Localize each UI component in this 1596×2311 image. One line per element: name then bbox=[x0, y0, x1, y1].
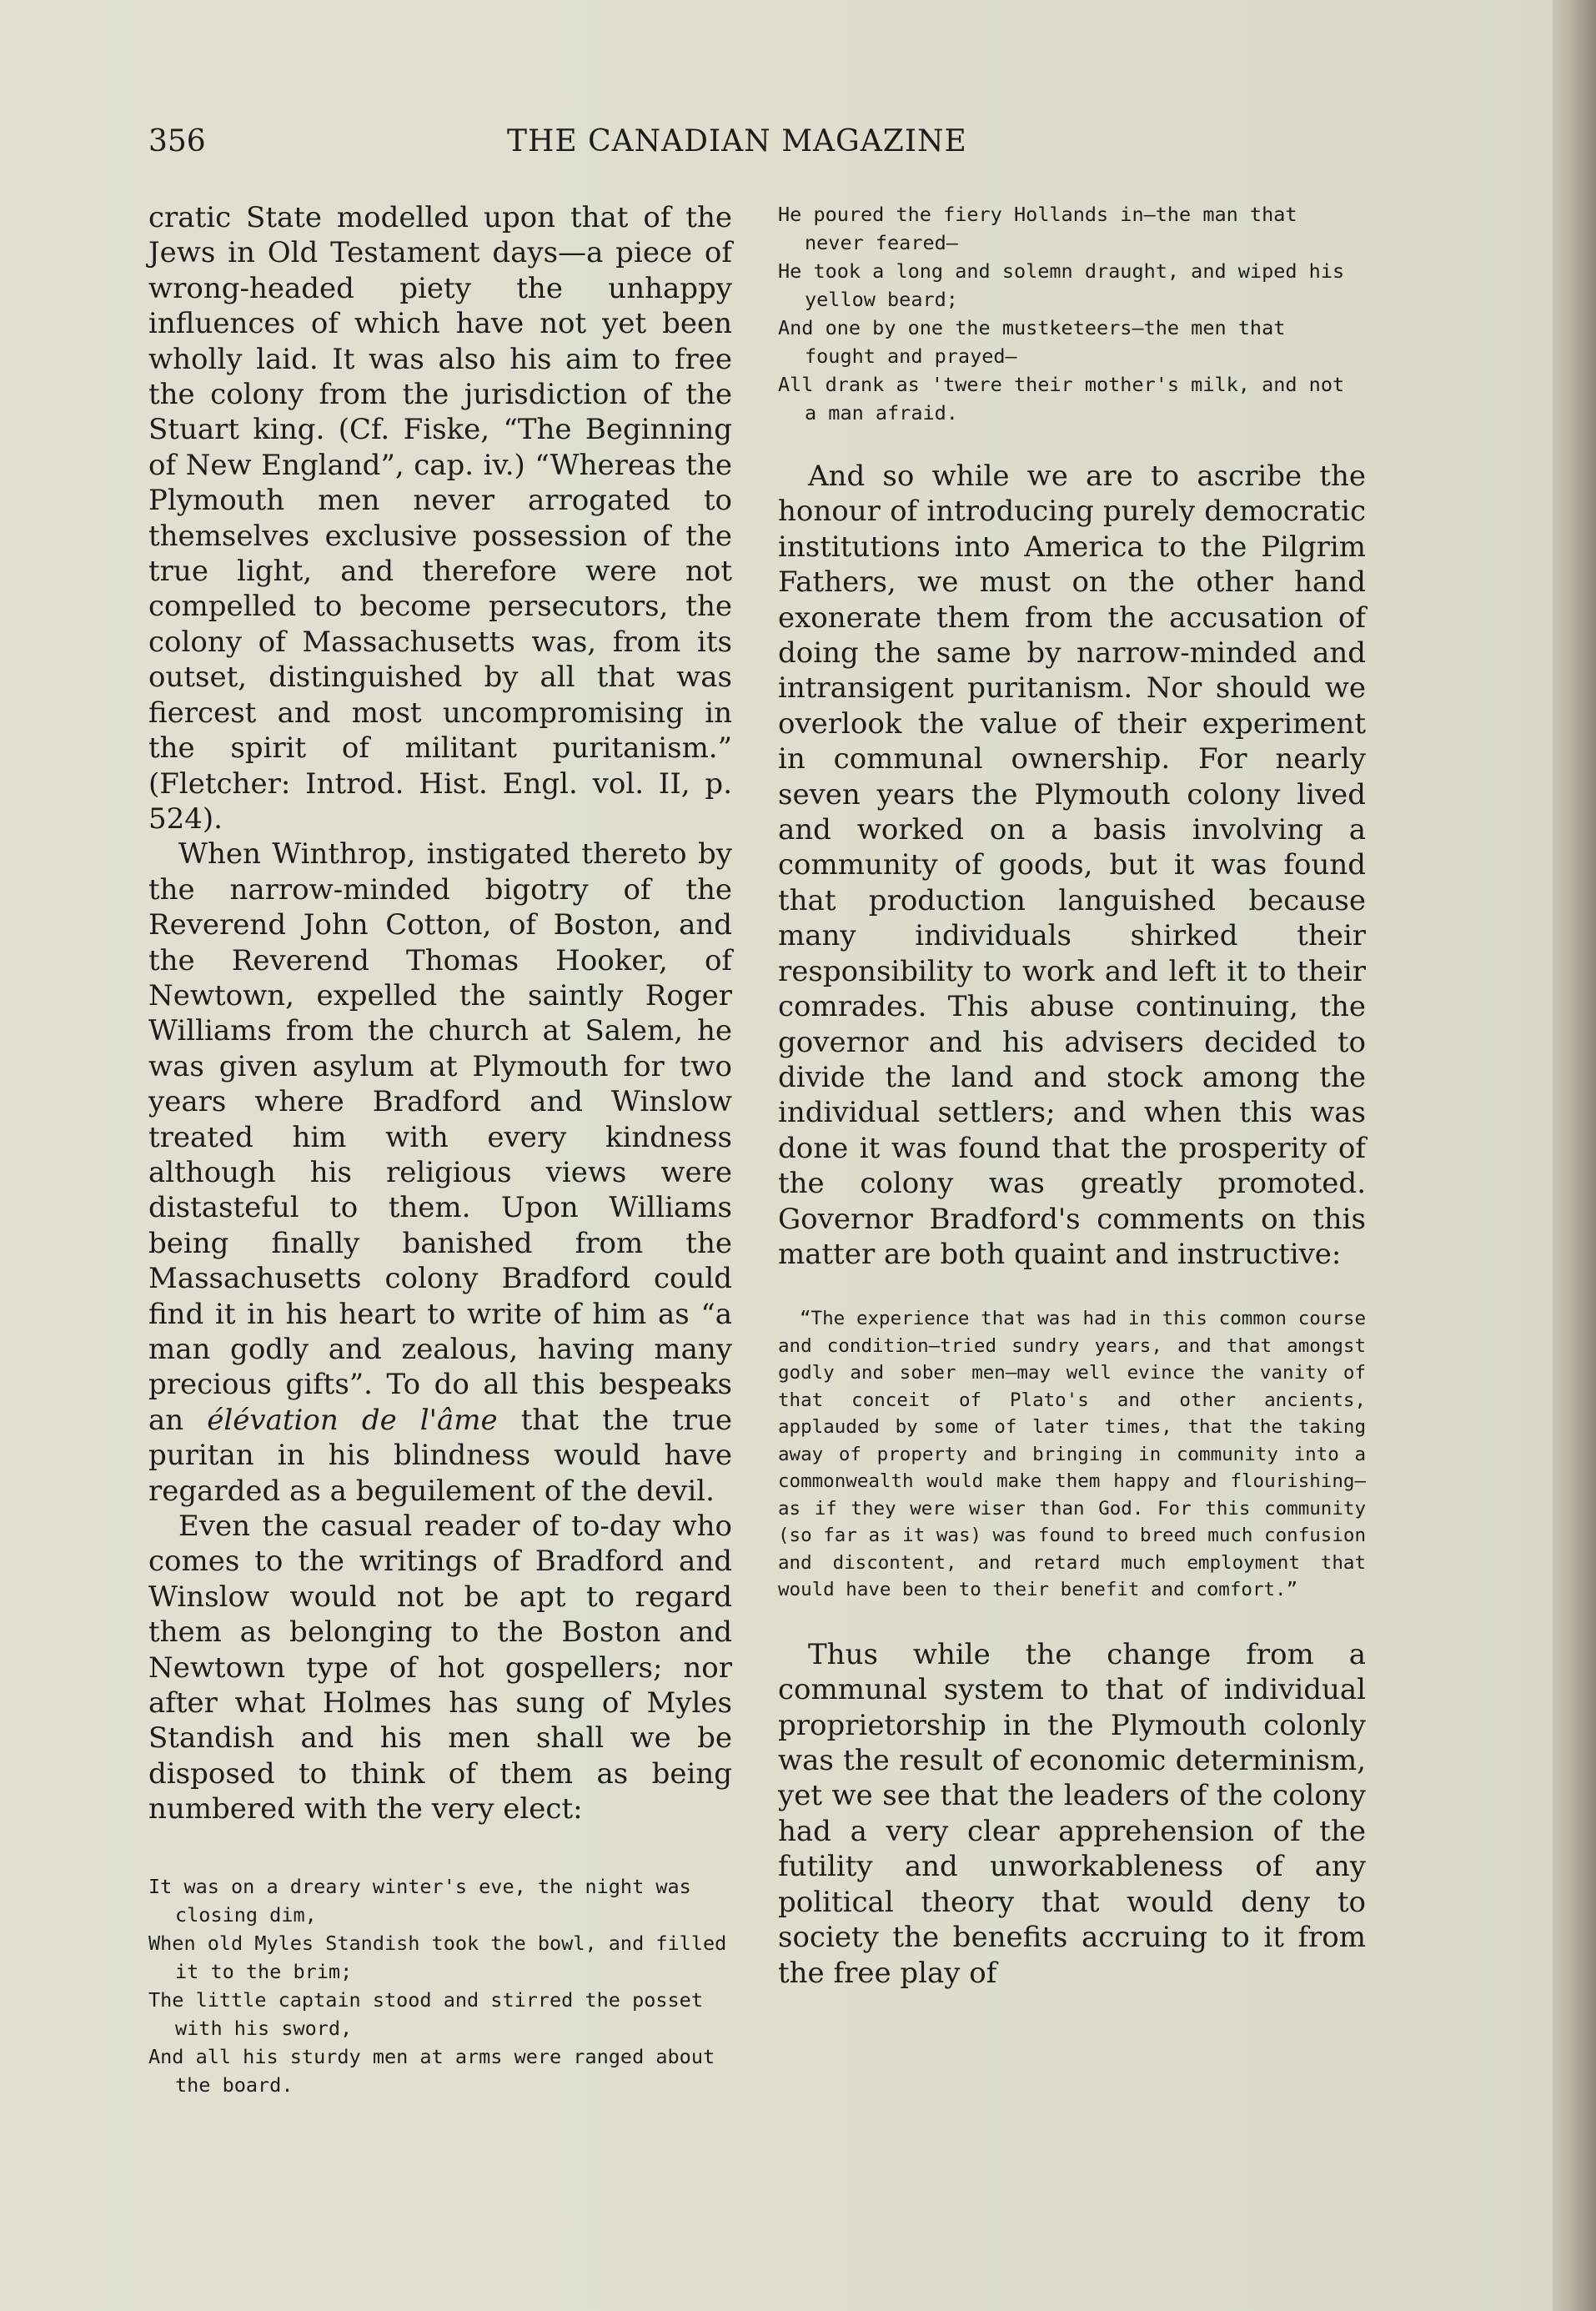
verse-line: He poured the fiery Hollands in—the man that never feared— bbox=[778, 203, 1297, 254]
verse-line: He took a long and solemn draught, and wiped his yellow beard; bbox=[778, 259, 1345, 311]
paragraph-pilgrim-fathers: And so while we are to ascribe the honour of introducing purely democratic institutions into America to the Pilgrim Fathers, we must on the other hand exonerate them from the accusation of doing the same by narrow-minded and intransigent puritanism. Nor should we overlook the value of their experiment in communal ownership. For nearly seven years the Plymouth colony lived and worked on a basis involving a community of goods, but it was found that production languished because many individuals shirked their responsibility to work and left it to their comrades. This abuse continuing, the governor and his advisers decided to divide the land and stock among the individual settlers; and when this was done it was found that the prosperity of the colony was greatly promoted. Governor Bradford's comments on this matter are both quaint and instructive: bbox=[778, 460, 1366, 1271]
verse-line: And all his sturdy men at arms were ranged about the board. bbox=[148, 2044, 715, 2097]
right-column bbox=[778, 200, 1366, 1991]
page-header bbox=[148, 123, 1366, 173]
running-title: THE CANADIAN MAGAZINE bbox=[507, 124, 967, 158]
verse-line: It was on a dreary winter's eve, the night was closing dim, bbox=[148, 1874, 691, 1927]
verse-line: And one by one the mustketeers—the men that fought and prayed— bbox=[778, 316, 1286, 368]
book-page-edge bbox=[1553, 0, 1596, 2311]
left-column bbox=[148, 200, 732, 2099]
verse-line: When old Myles Standish took the bowl, and filled it to the brim; bbox=[148, 1931, 727, 1983]
paragraph-winthrop bbox=[148, 836, 732, 1509]
french-phrase: élévation de l'âme bbox=[207, 1403, 498, 1437]
verse-block-right bbox=[778, 200, 1366, 427]
verse-line: All drank as 'twere their mother's milk, and not a man afraid. bbox=[778, 373, 1345, 425]
page-number: 356 bbox=[148, 124, 206, 158]
paragraph-casual-reader: Even the casual reader of to-day who comes to the writings of Bradford and Winslow would not be apt to regard them as belonging to the Boston and Newtown type of hot gospellers; nor after what Holmes has sung of Myles Standish and his men shall we be disposed to think of them as being numbered with the very elect: bbox=[148, 1510, 732, 1826]
verse-line: The little captain stood and stirred the posset with his sword, bbox=[148, 1987, 703, 2040]
paragraph-communal-system: Thus while the change from a communal system to that of individual proprietorship in the Plymouth colonly was the result of economic determinism, yet we see that the leaders of the colony had a very clear apprehension of the futility and unworkableness of any political theory that would deny to society the benefits accruing to it from the free play of bbox=[778, 1637, 1366, 1990]
paragraph-continued: cratic State modelled upon that of the Jews in Old Testament days—a piece of wrong-headed piety the unhappy influences of which have not yet been wholly laid. It was also his aim to free the colony from the jurisdiction of the Stuart king. (Cf. Fiske, “The Beginning of New England”, cap. iv.) “Whereas the Plymouth men never arrogated to themselves exclusive possession of the true light, and therefore were not compelled to become persecutors, the colony of Massachusetts was, from its outset, distinguished by all that was fiercest and most uncompromising in the spirit of militant puritanism.” (Fletcher: Introd. Hist. Engl. vol. II, p. 524). bbox=[148, 201, 732, 836]
paragraph-winthrop-end: that the true puritan in his blindness would have regarded as a beguilement of the devil. bbox=[148, 1403, 732, 1508]
bradford-quotation: “The experience that was had in this common course and condition—tried sundry years, and that amongst godly and sober men—may well evince the vanity of that conceit of Plato's and other ancients, applauded by some of later times, that the taking away of property and bringing in community into a commonwealth would make them happy and flourishing—as if they were wiser than God. For this community (so far as it was) was found to breed much confusion and discontent, and retard much employment that would have been to their benefit and comfort.” bbox=[778, 1308, 1366, 1601]
verse-block-left bbox=[148, 1872, 732, 2099]
paragraph-winthrop-text: When Winthrop, instigated thereto by the narrow-minded bigotry of the Reverend John Cotton, of Boston, and the Reverend Thomas Hooker, of Newtown, expelled the saintly Roger Williams from the church at Salem, he was given asylum at Plymouth for two years where Bradford and Winslow treated him with every kindness although his religious views were distasteful to them. Upon Williams being finally banished from the Massachusetts colony Bradford could find it in his heart to write of him as “a man godly and zealous, having many precious gifts”. To do all this bespeaks an bbox=[148, 837, 732, 1437]
